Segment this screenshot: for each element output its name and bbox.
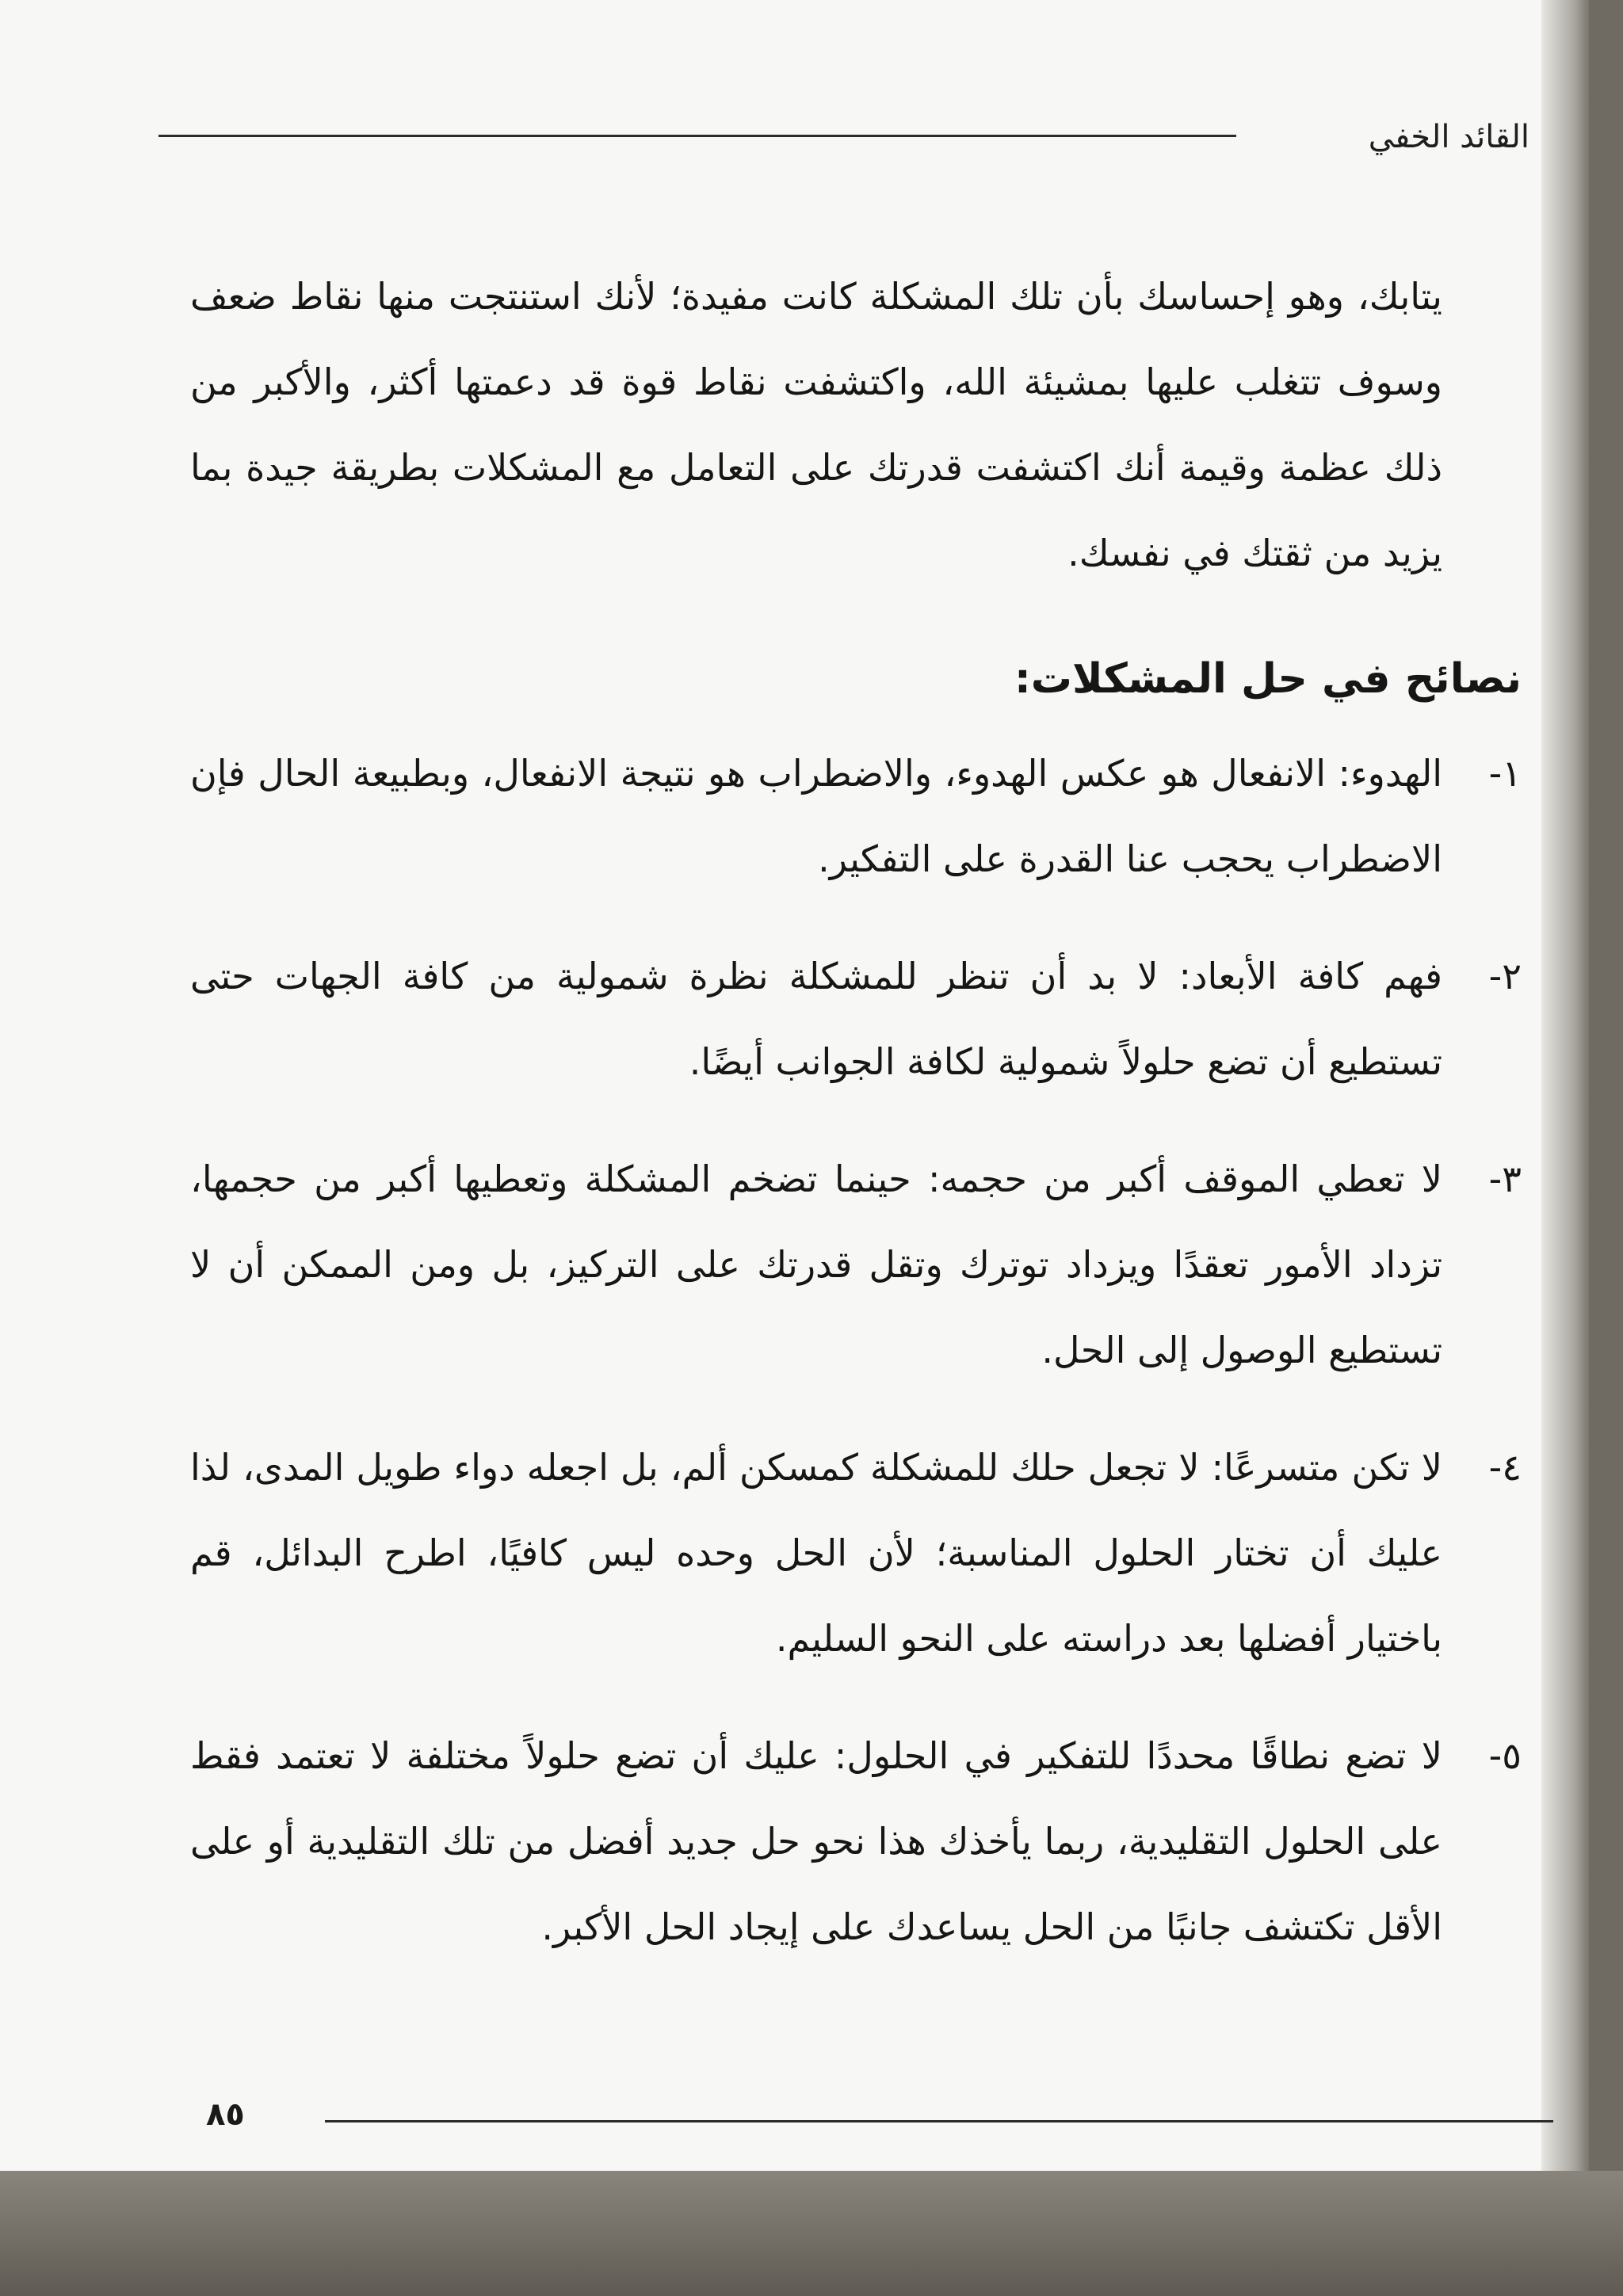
- tip-number: ١-: [1488, 752, 1522, 795]
- list-item: [190, 1136, 1522, 1393]
- list-item: [190, 730, 1522, 902]
- tip-text: لا تكن متسرعًا: لا تجعل حلك للمشكلة كمسكن ألم، بل اجعله دواء طويل المدى، لذا عليك أن تختار الحلول المناسبة؛ لأن الحل وحده ليس كافيًا، اطرح البدائل، قم باختيار أفضلها بعد دراسته على النحو السليم.: [190, 1446, 1442, 1660]
- page-number: ٨٥: [206, 2096, 245, 2133]
- running-title: القائد الخفي: [1368, 119, 1529, 155]
- intro-paragraph: يتابك، وهو إحساسك بأن تلك المشكلة كانت مفيدة؛ لأنك استنتجت منها نقاط ضعف وسوف تتغلب عليها بمشيئة الله، واكتشفت نقاط قوة قد دعمتها أكثر، والأكبر من ذلك عظمة وقيمة أنك اكتشفت قدرتك على التعامل مع المشكلات بطريقة جيدة بما يزيد من ثقتك في نفسك.: [190, 275, 1442, 574]
- page-footer: [206, 2092, 1553, 2155]
- list-item: [190, 1713, 1522, 1970]
- section-heading: نصائح في حل المشكلات:: [1014, 655, 1522, 703]
- tip-text: لا تضع نطاقًا محددًا للتفكير في الحلول: عليك أن تضع حلولاً مختلفة لا تعتمد فقط على الحلول التقليدية، ربما يأخذك هذا نحو حل جديد أفضل من تلك التقليدية أو على الأقل تكتشف جانبًا من الحل يساعدك على إيجاد الحل الأكبر.: [190, 1734, 1442, 1948]
- list-item: [190, 1425, 1522, 1681]
- body-text: [190, 254, 1522, 2001]
- list-item: [190, 933, 1522, 1104]
- running-header: [158, 103, 1529, 166]
- scan-background: [0, 2171, 1623, 2296]
- tip-number: ٢-: [1488, 955, 1522, 997]
- tip-number: ٣-: [1488, 1158, 1522, 1200]
- binding-shadow: [1541, 0, 1589, 2171]
- header-rule: [158, 135, 1236, 137]
- tip-text: فهم كافة الأبعاد: لا بد أن تنظر للمشكلة نظرة شمولية من كافة الجهات حتى تستطيع أن تضع حلولاً شمولية لكافة الجوانب أيضًا.: [190, 955, 1442, 1083]
- tips-list: [190, 730, 1522, 1970]
- tip-text: لا تعطي الموقف أكبر من حجمه: حينما تضخم المشكلة وتعطيها أكبر من حجمها، تزداد الأمور تعقدًا ويزداد توترك وتقل قدرتك على التركيز، بل ومن الممكن أن لا تستطيع الوصول إلى الحل.: [190, 1158, 1442, 1371]
- tip-number: ٤-: [1488, 1446, 1522, 1489]
- tip-text: الهدوء: الانفعال هو عكس الهدوء، والاضطراب هو نتيجة الانفعال، وبطبيعة الحال فإن الاضطراب يحجب عنا القدرة على التفكير.: [190, 752, 1442, 880]
- footer-rule: [325, 2120, 1553, 2122]
- tip-number: ٥-: [1488, 1734, 1522, 1777]
